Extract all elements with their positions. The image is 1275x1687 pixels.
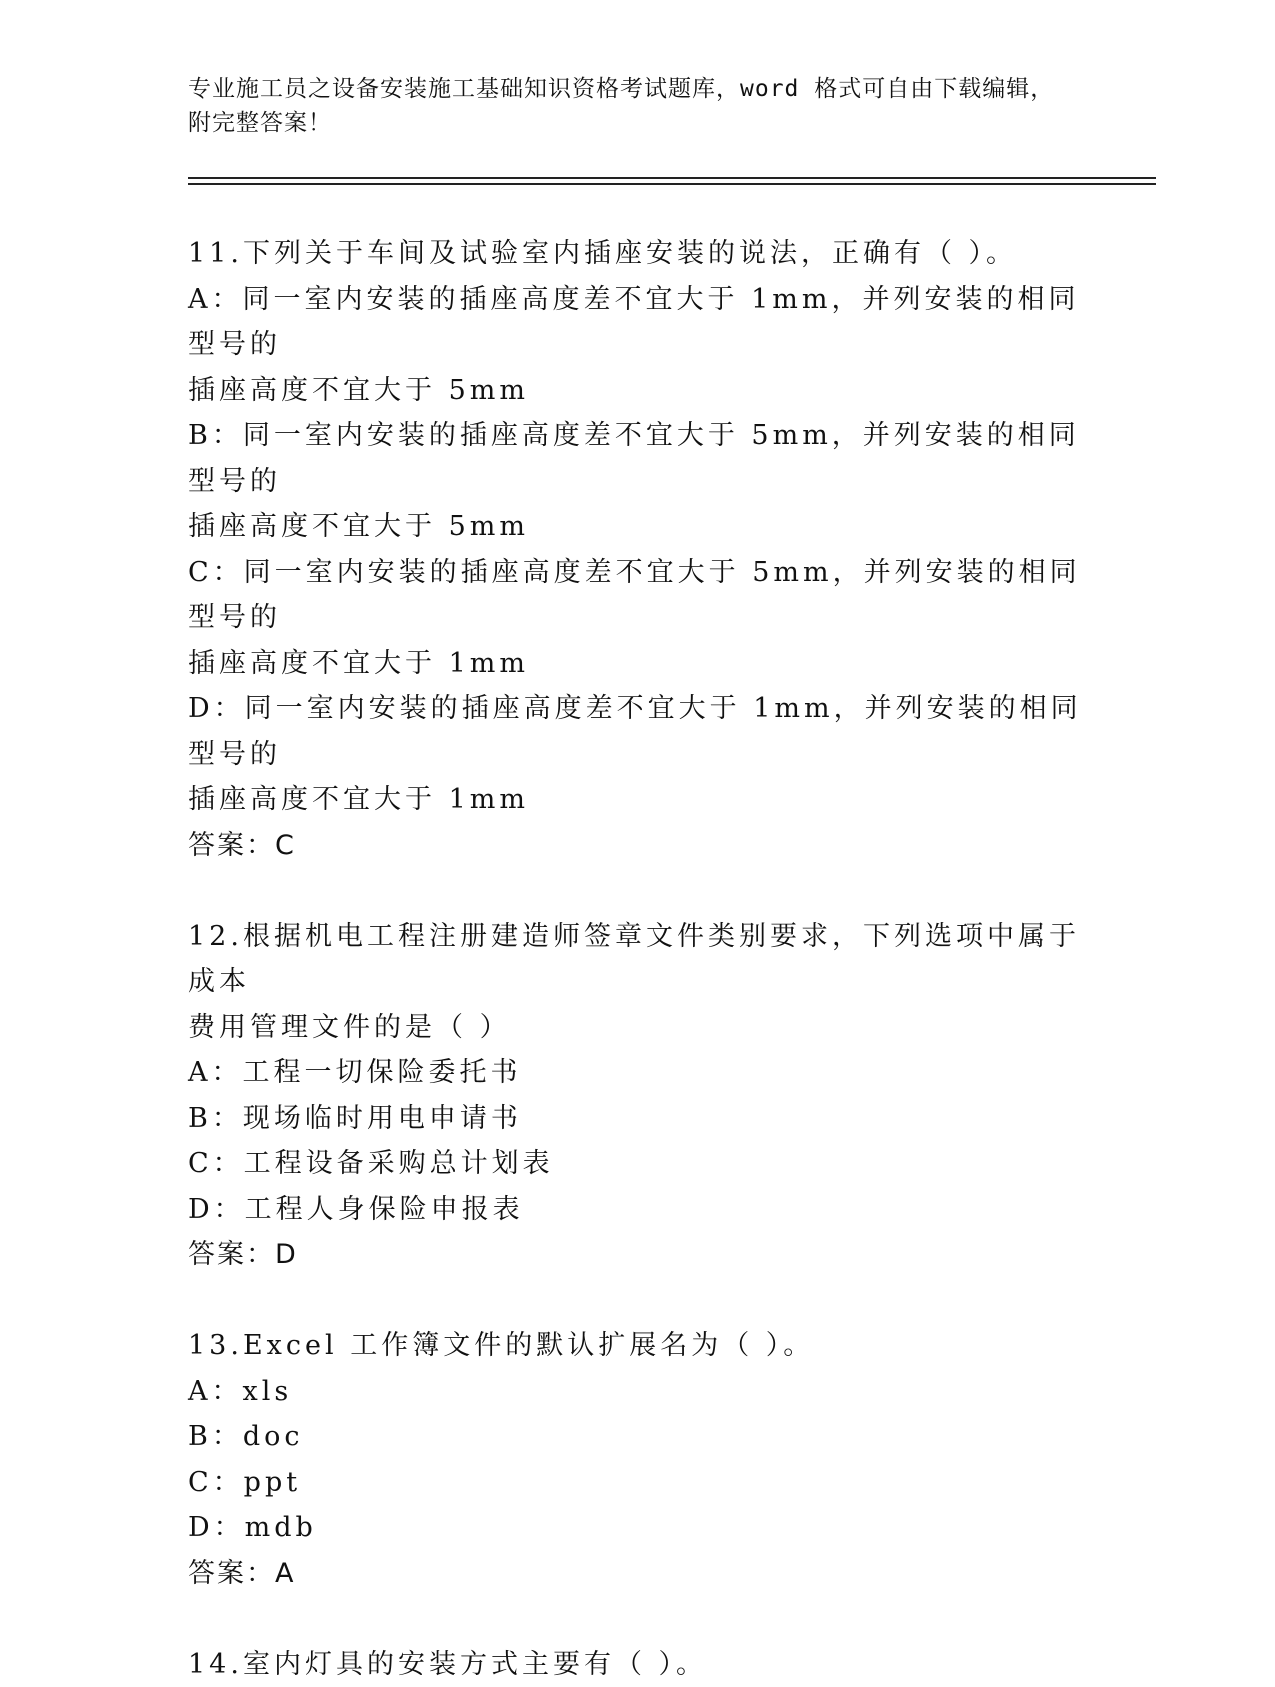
option-d: D：mdb [188, 1505, 1088, 1551]
option-b-cont: 插座高度不宜大于 5mm [188, 504, 1088, 550]
option-c: C：工程设备采购总计划表 [188, 1141, 1088, 1187]
option-b: B：现场临时用电申请书 [188, 1096, 1088, 1142]
answer-line: 答案：A [188, 1551, 1088, 1597]
question-stem: 13.Excel 工作簿文件的默认扩展名为（ ）。 [188, 1323, 1088, 1369]
option-c: C：ppt [188, 1460, 1088, 1506]
option-b: B：doc [188, 1414, 1088, 1460]
option-c: C：同一室内安装的插座高度差不宜大于 5mm，并列安装的相同型号的 [188, 550, 1088, 641]
option-a: A：工程一切保险委托书 [188, 1050, 1088, 1096]
header-line-2: 附完整答案！ [188, 106, 1068, 140]
question-spacer [188, 1596, 1088, 1642]
question-12 [188, 914, 1088, 1278]
question-spacer [188, 868, 1088, 914]
question-spacer [188, 1278, 1088, 1324]
option-a-cont: 插座高度不宜大于 5mm [188, 368, 1088, 414]
option-b: B：同一室内安装的插座高度差不宜大于 5mm，并列安装的相同型号的 [188, 413, 1088, 504]
question-stem: 12.根据机电工程注册建造师签章文件类别要求，下列选项中属于成本 [188, 914, 1088, 1005]
header-rule-top [188, 177, 1156, 179]
option-a: A：同一室内安装的插座高度差不宜大于 1mm，并列安装的相同型号的 [188, 277, 1088, 368]
question-14 [188, 1642, 1088, 1687]
question-11 [188, 231, 1088, 868]
question-list [188, 231, 1088, 1687]
header-line-1: 专业施工员之设备安装施工基础知识资格考试题库，word 格式可自由下载编辑， [188, 72, 1068, 106]
answer-line: 答案：D [188, 1232, 1088, 1278]
question-stem-cont: 费用管理文件的是（ ） [188, 1005, 1088, 1051]
option-d: D：工程人身保险申报表 [188, 1187, 1088, 1233]
answer-line: 答案：C [188, 823, 1088, 869]
question-stem: 11.下列关于车间及试验室内插座安装的说法，正确有（ ）。 [188, 231, 1088, 277]
option-a: A：xls [188, 1369, 1088, 1415]
question-13 [188, 1323, 1088, 1596]
header-rule-bottom [188, 183, 1156, 185]
document-header [188, 72, 1068, 140]
option-d: D：同一室内安装的插座高度差不宜大于 1mm，并列安装的相同型号的 [188, 686, 1088, 777]
option-d-cont: 插座高度不宜大于 1mm [188, 777, 1088, 823]
option-c-cont: 插座高度不宜大于 1mm [188, 641, 1088, 687]
question-stem: 14.室内灯具的安装方式主要有（ ）。 [188, 1642, 1088, 1687]
